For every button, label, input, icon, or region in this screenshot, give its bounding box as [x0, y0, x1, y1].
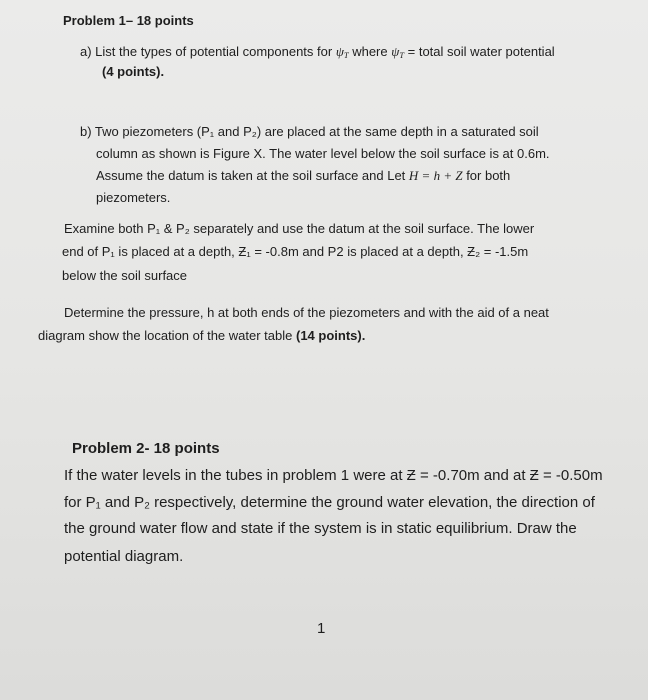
problem1-b-line2: column as shown is Figure X. The water level below the soil surface is at 0.6m.: [96, 146, 550, 161]
determine-line1: Determine the pressure, h at both ends of the piezometers and with the aid of a neat: [64, 305, 549, 320]
problem2-line2: for P₁ and P₂ respectively, determine the ground water elevation, the direction of: [64, 494, 595, 511]
determine-line2: [38, 328, 365, 344]
problem1-b-line1: b) Two piezometers (P₁ and P₂) are placed at the same depth in a saturated soil: [80, 124, 539, 139]
text: Assume the datum is taken at the soil surface and Let: [96, 168, 409, 183]
text: for both: [462, 168, 511, 183]
examine-line2: end of P₁ is placed at a depth, Ƶ₁ = -0.8m and P2 is placed at a depth, Ƶ₂ = -1.5m: [62, 244, 529, 259]
equation: H = h + Z: [408, 168, 463, 183]
problem2-line4: potential diagram.: [64, 548, 184, 565]
text: = total soil water potential: [404, 44, 555, 59]
problem1-b-line4: piezometers.: [96, 190, 171, 205]
problem2-title: Problem 2- 18 points: [72, 440, 220, 457]
text: diagram show the location of the water table: [38, 328, 296, 343]
problem2-line1: If the water levels in the tubes in problem 1 were at Ƶ = -0.70m and at Ƶ = -0.50m: [64, 467, 603, 484]
text: a) List the types of potential components for: [80, 44, 336, 59]
psi-symbol: $\psi_T$: [335, 44, 349, 60]
problem1-b-line3: [96, 168, 510, 184]
text: where: [348, 44, 392, 59]
examine-line1: Examine both P₁ & P₂ separately and use the datum at the soil surface. The lower: [64, 221, 535, 236]
examine-line3: below the soil surface: [62, 268, 188, 283]
problem1-a-line2: (4 points).: [102, 64, 165, 79]
problem1-a-line1: [80, 44, 555, 63]
problem2-line3: the ground water flow and state if the system is in static equilibrium. Draw the: [64, 520, 577, 537]
problem1-title: Problem 1– 18 points: [63, 13, 194, 28]
psi-symbol: $\psi_T$: [391, 44, 405, 60]
points: (14 points).: [295, 328, 366, 343]
page-number: 1: [317, 620, 326, 637]
